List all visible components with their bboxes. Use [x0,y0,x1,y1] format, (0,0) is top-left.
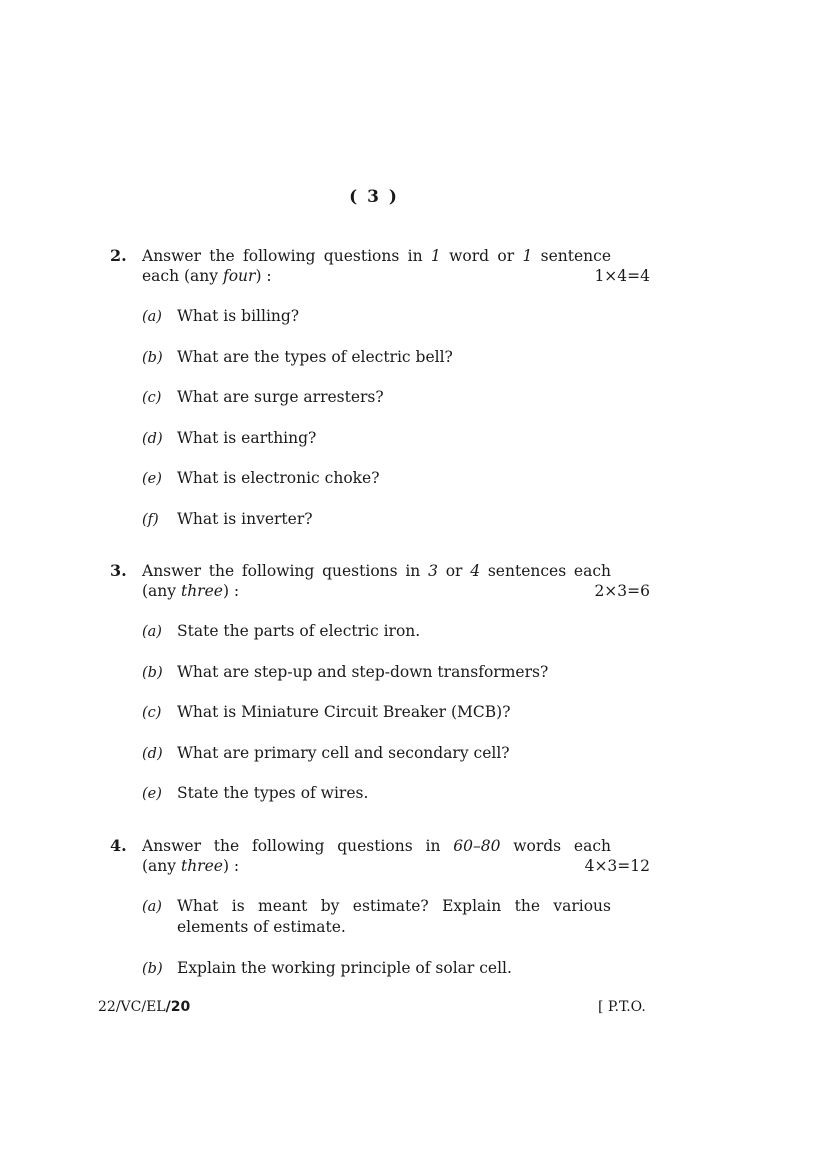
sub-question-text: State the types of wires. [177,784,369,802]
pto-note: [ P.T.O. [598,999,646,1015]
sub-question-label: (f) [142,512,159,528]
sub-question-text: What is Miniature Circuit Breaker (MCB)? [177,703,511,721]
question-stem-line: (any three) : 4×3=12 [142,857,650,875]
sub-question-text: What are step-up and step-down transformers? [177,663,549,681]
page-number: ( 3 ) [349,187,399,207]
sub-question [142,468,380,489]
question-stem-line: Answer the following questions in 3 or 4 sentences each [142,562,612,580]
sub-question [142,783,368,804]
sub-question-label: (a) [142,309,162,325]
question-number: 3. [110,561,127,580]
sub-question-text: Explain the working principle of solar cell. [177,959,512,977]
marks-allocation: 1×4=4 [594,267,650,285]
sub-question [142,896,177,917]
marks-allocation: 4×3=12 [584,857,650,875]
question-number: 2. [110,246,127,265]
sub-question-text: elements of estimate. [177,918,346,936]
sub-question-label: (b) [142,961,163,977]
sub-question-label: (c) [142,390,162,406]
sub-question [142,702,511,723]
sub-question-text: What is electronic choke? [177,469,380,487]
sub-question-label: (e) [142,786,162,802]
sub-question [142,958,512,979]
sub-question-label: (c) [142,705,162,721]
sub-question-label: (e) [142,471,162,487]
sub-question [142,509,313,530]
sub-question-label: (d) [142,746,163,762]
marks-allocation: 2×3=6 [594,582,650,600]
sub-question-text: What is billing? [177,307,300,325]
sub-question-text: What are primary cell and secondary cell? [177,744,510,762]
sub-question [142,387,384,408]
question-number: 4. [110,836,127,855]
sub-question-text: What is meant by estimate? Explain the various [177,897,611,915]
question-stem-line: each (any four) : 1×4=4 [142,267,650,285]
sub-question-text: What are the types of electric bell? [177,348,453,366]
sub-question [142,428,316,449]
sub-question-text: What is inverter? [177,510,313,528]
sub-question-label: (b) [142,665,163,681]
question-stem-line: Answer the following questions in 60–80 words each [142,837,611,855]
question-stem-line: (any three) : 2×3=6 [142,582,650,600]
sub-question-text: State the parts of electric iron. [177,622,421,640]
sub-question-label: (a) [142,899,162,915]
sub-question [142,347,453,368]
sub-question-text: What is earthing? [177,429,317,447]
sub-question [142,621,420,642]
paper-code: 22/VC/EL/20 [98,999,191,1015]
sub-question-label: (b) [142,350,163,366]
sub-question [142,662,548,683]
sub-question-label: (d) [142,431,163,447]
question-stem-line: Answer the following questions in 1 word or 1 sentence [142,247,612,265]
sub-question [142,306,299,327]
sub-question [142,743,510,764]
sub-question-label: (a) [142,624,162,640]
sub-question-text: What are surge arresters? [177,388,384,406]
